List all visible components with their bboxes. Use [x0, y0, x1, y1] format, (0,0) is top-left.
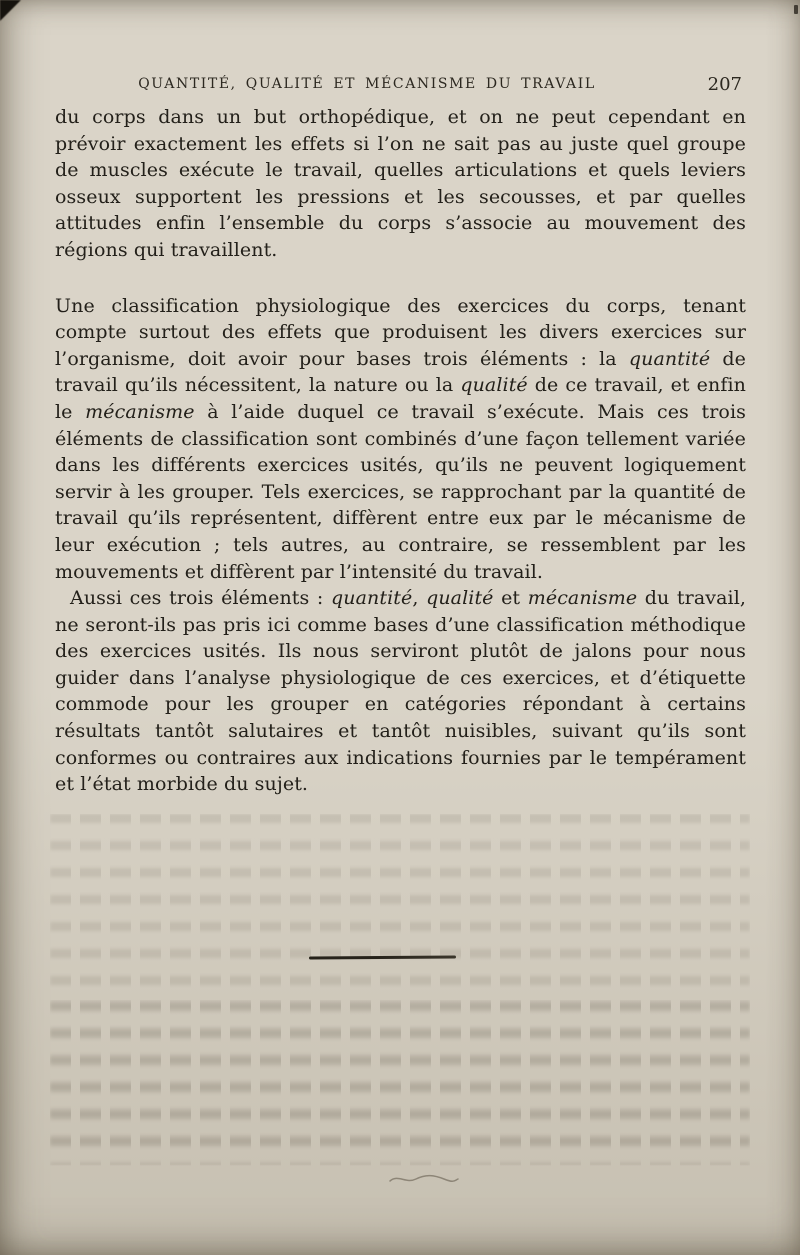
page-number: 207 [707, 74, 742, 95]
page-body-text [55, 104, 746, 798]
reverse-page-bleedthrough-texture-lower [50, 1000, 750, 1165]
scan-corner-artifact [0, 0, 21, 21]
paragraph-2: Une classification physiologique des exercices du corps, tenant compte surtout des effets que produisent les divers exercices sur l’organisme, doit avoir pour bases trois éléments : la quantité de travail qu’ils nécessitent, la nature ou la qualité de ce travail, et enfin le mécanisme à l’aide duquel ce travail s’exécute. Mais ces trois éléments de classification sont combinés d’une façon tellement variée dans les différents exercices usités, qu’ils ne peuvent logiquement servir à les grouper. Tels exercices, se rapprochant par la quantité de travail qu’ils représentent, diffèrent entre eux par le mécanisme de leur exécution ; tels autres, au contraire, se ressemblent par les mouvements et diffèrent par l’intensité du travail. [55, 294, 746, 583]
running-header [56, 76, 744, 100]
pen-squiggle-mark [388, 1170, 460, 1186]
running-header-title: QUANTITÉ, QUALITÉ ET MÉCANISME DU TRAVAIL [138, 76, 596, 92]
scan-edge-artifact [794, 5, 798, 14]
paragraph-3: Aussi ces trois éléments : quantité, qualité et mécanisme du travail, ne seront-ils pas pris ici comme bases d’une classification méthodique des exercices usités. Ils nous serviront plutôt de jalons pour nous guider dans l’analyse physiologique de ces exercices, et d’étiquette commode pour les grouper en catégories répondant à certains résultats tantôt salutaires et tantôt nuisibles, suivant qu’ils sont conformes ou contraires aux indications fournies par le tempérament et l’état morbide du sujet. [55, 587, 747, 796]
paragraph-1: du corps dans un but orthopédique, et on ne peut cependant en prévoir exactement les effets si l’on ne sait pas au juste quel groupe de muscles exécute le travail, quelles articulations et quels leviers osseux supportent les pressions et les secousses, et par quelles attitudes enfin l’ensemble du corps s’associe au mouvement des régions qui travaillent. [55, 106, 746, 261]
